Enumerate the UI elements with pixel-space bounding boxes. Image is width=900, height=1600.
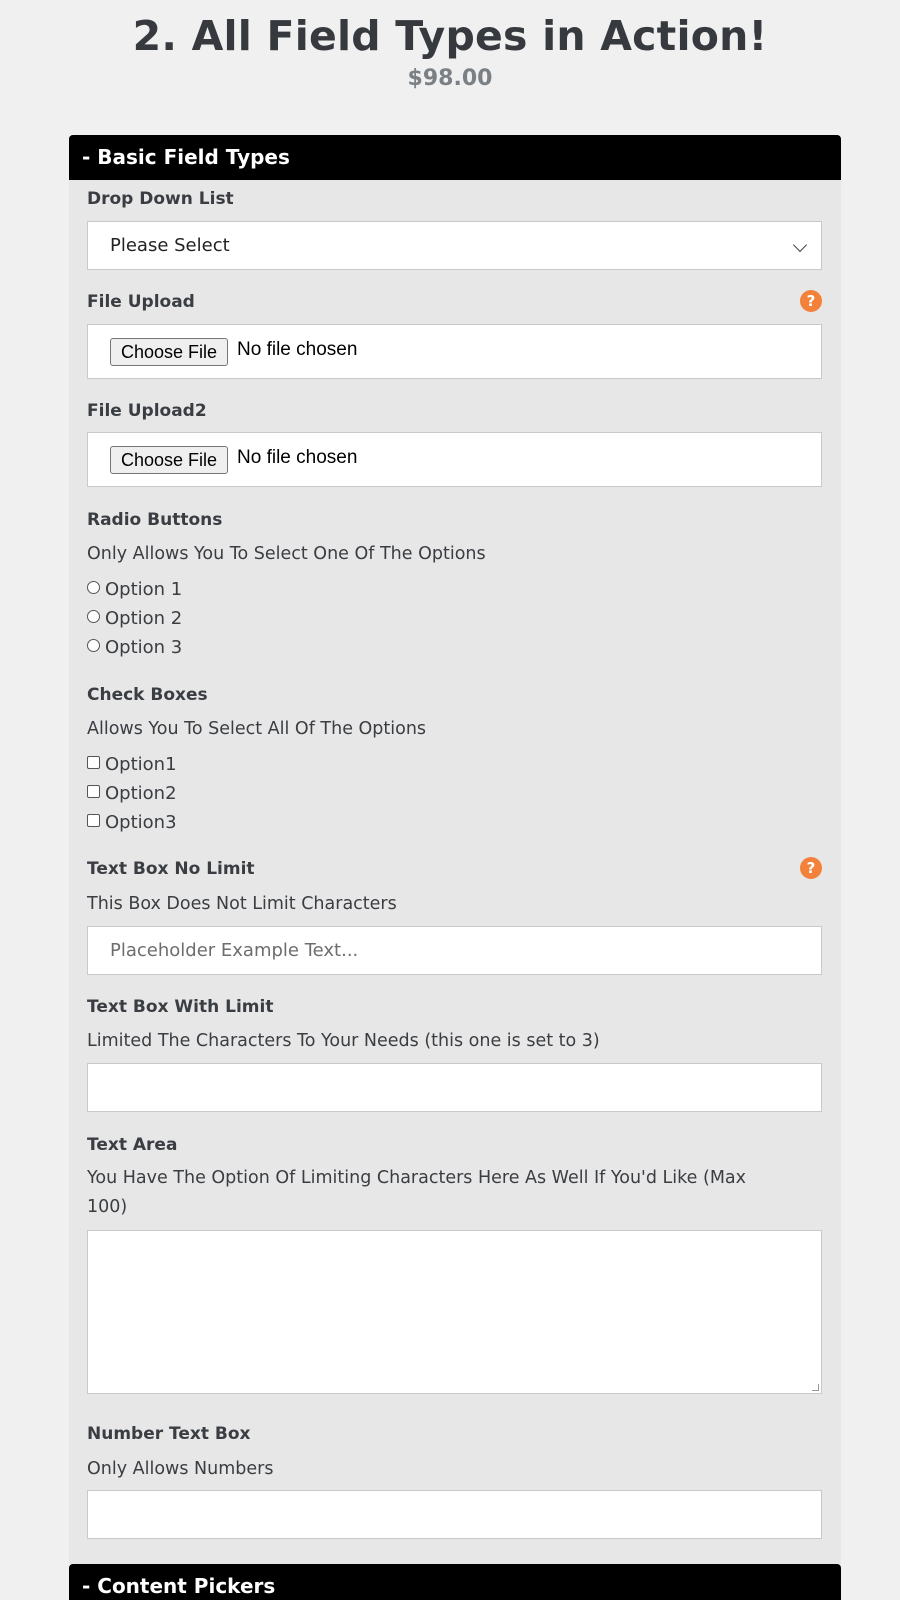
content-pickers-header[interactable]: - Content Pickers xyxy=(69,1564,841,1600)
radio-option-3[interactable] xyxy=(87,637,182,658)
radio-buttons-description: Only Allows You To Select One Of The Options xyxy=(87,544,486,564)
radio-option-2[interactable] xyxy=(87,608,182,629)
text-with-limit-input[interactable] xyxy=(87,1063,822,1112)
text-no-limit-description: This Box Does Not Limit Characters xyxy=(87,894,397,914)
check-boxes-label: Check Boxes xyxy=(87,685,208,705)
text-area-description-line1: You Have The Option Of Limiting Characters Here As Well If You'd Like (Max xyxy=(87,1168,746,1188)
text-area-label: Text Area xyxy=(87,1135,178,1155)
help-icon[interactable]: ? xyxy=(800,290,822,312)
file-upload2-field xyxy=(87,432,822,487)
check-boxes-description: Allows You To Select All Of The Options xyxy=(87,719,427,739)
checkbox-option-label: Option1 xyxy=(105,754,177,775)
radio-circle[interactable] xyxy=(87,639,100,652)
file-upload-status: No file chosen xyxy=(237,339,358,360)
checkbox-option-2[interactable] xyxy=(87,783,177,804)
file-upload-field xyxy=(87,324,822,379)
text-area-description-line2: 100) xyxy=(87,1197,128,1217)
file-upload2-status: No file chosen xyxy=(237,447,358,468)
radio-circle[interactable] xyxy=(87,581,100,594)
radio-option-label: Option 3 xyxy=(105,637,183,658)
radio-option-label: Option 1 xyxy=(105,579,183,600)
resize-handle-icon[interactable] xyxy=(812,1384,819,1391)
help-icon[interactable]: ? xyxy=(800,857,822,879)
checkbox-option-1[interactable] xyxy=(87,754,177,775)
dropdown-value: Please Select xyxy=(110,235,230,256)
page-title: 2. All Field Types in Action! xyxy=(132,12,768,60)
product-price: $98.00 xyxy=(407,66,493,91)
checkbox-square[interactable] xyxy=(87,756,100,769)
checkbox-option-3[interactable] xyxy=(87,812,177,833)
radio-buttons-label: Radio Buttons xyxy=(87,510,223,530)
text-with-limit-label: Text Box With Limit xyxy=(87,997,274,1017)
number-label: Number Text Box xyxy=(87,1424,251,1444)
checkbox-option-label: Option3 xyxy=(105,812,177,833)
text-no-limit-label: Text Box No Limit xyxy=(87,859,255,879)
chevron-down-icon xyxy=(793,238,807,252)
radio-option-label: Option 2 xyxy=(105,608,183,629)
radio-circle[interactable] xyxy=(87,610,100,623)
file-upload2-label: File Upload2 xyxy=(87,401,207,421)
dropdown-select[interactable] xyxy=(87,221,822,270)
checkbox-square[interactable] xyxy=(87,785,100,798)
checkbox-square[interactable] xyxy=(87,814,100,827)
choose-file-button[interactable]: Choose File xyxy=(110,338,228,366)
number-input[interactable] xyxy=(87,1490,822,1539)
file-upload-label: File Upload xyxy=(87,292,195,312)
text-area-input[interactable] xyxy=(87,1230,822,1394)
choose-file-button-2[interactable]: Choose File xyxy=(110,446,228,474)
radio-option-1[interactable] xyxy=(87,579,182,600)
text-with-limit-description: Limited The Characters To Your Needs (this one is set to 3) xyxy=(87,1031,600,1051)
checkbox-option-label: Option2 xyxy=(105,783,177,804)
dropdown-label: Drop Down List xyxy=(87,189,234,209)
number-description: Only Allows Numbers xyxy=(87,1459,274,1479)
basic-field-types-header[interactable]: - Basic Field Types xyxy=(69,135,841,180)
text-no-limit-input[interactable]: Placeholder Example Text... xyxy=(87,926,822,975)
